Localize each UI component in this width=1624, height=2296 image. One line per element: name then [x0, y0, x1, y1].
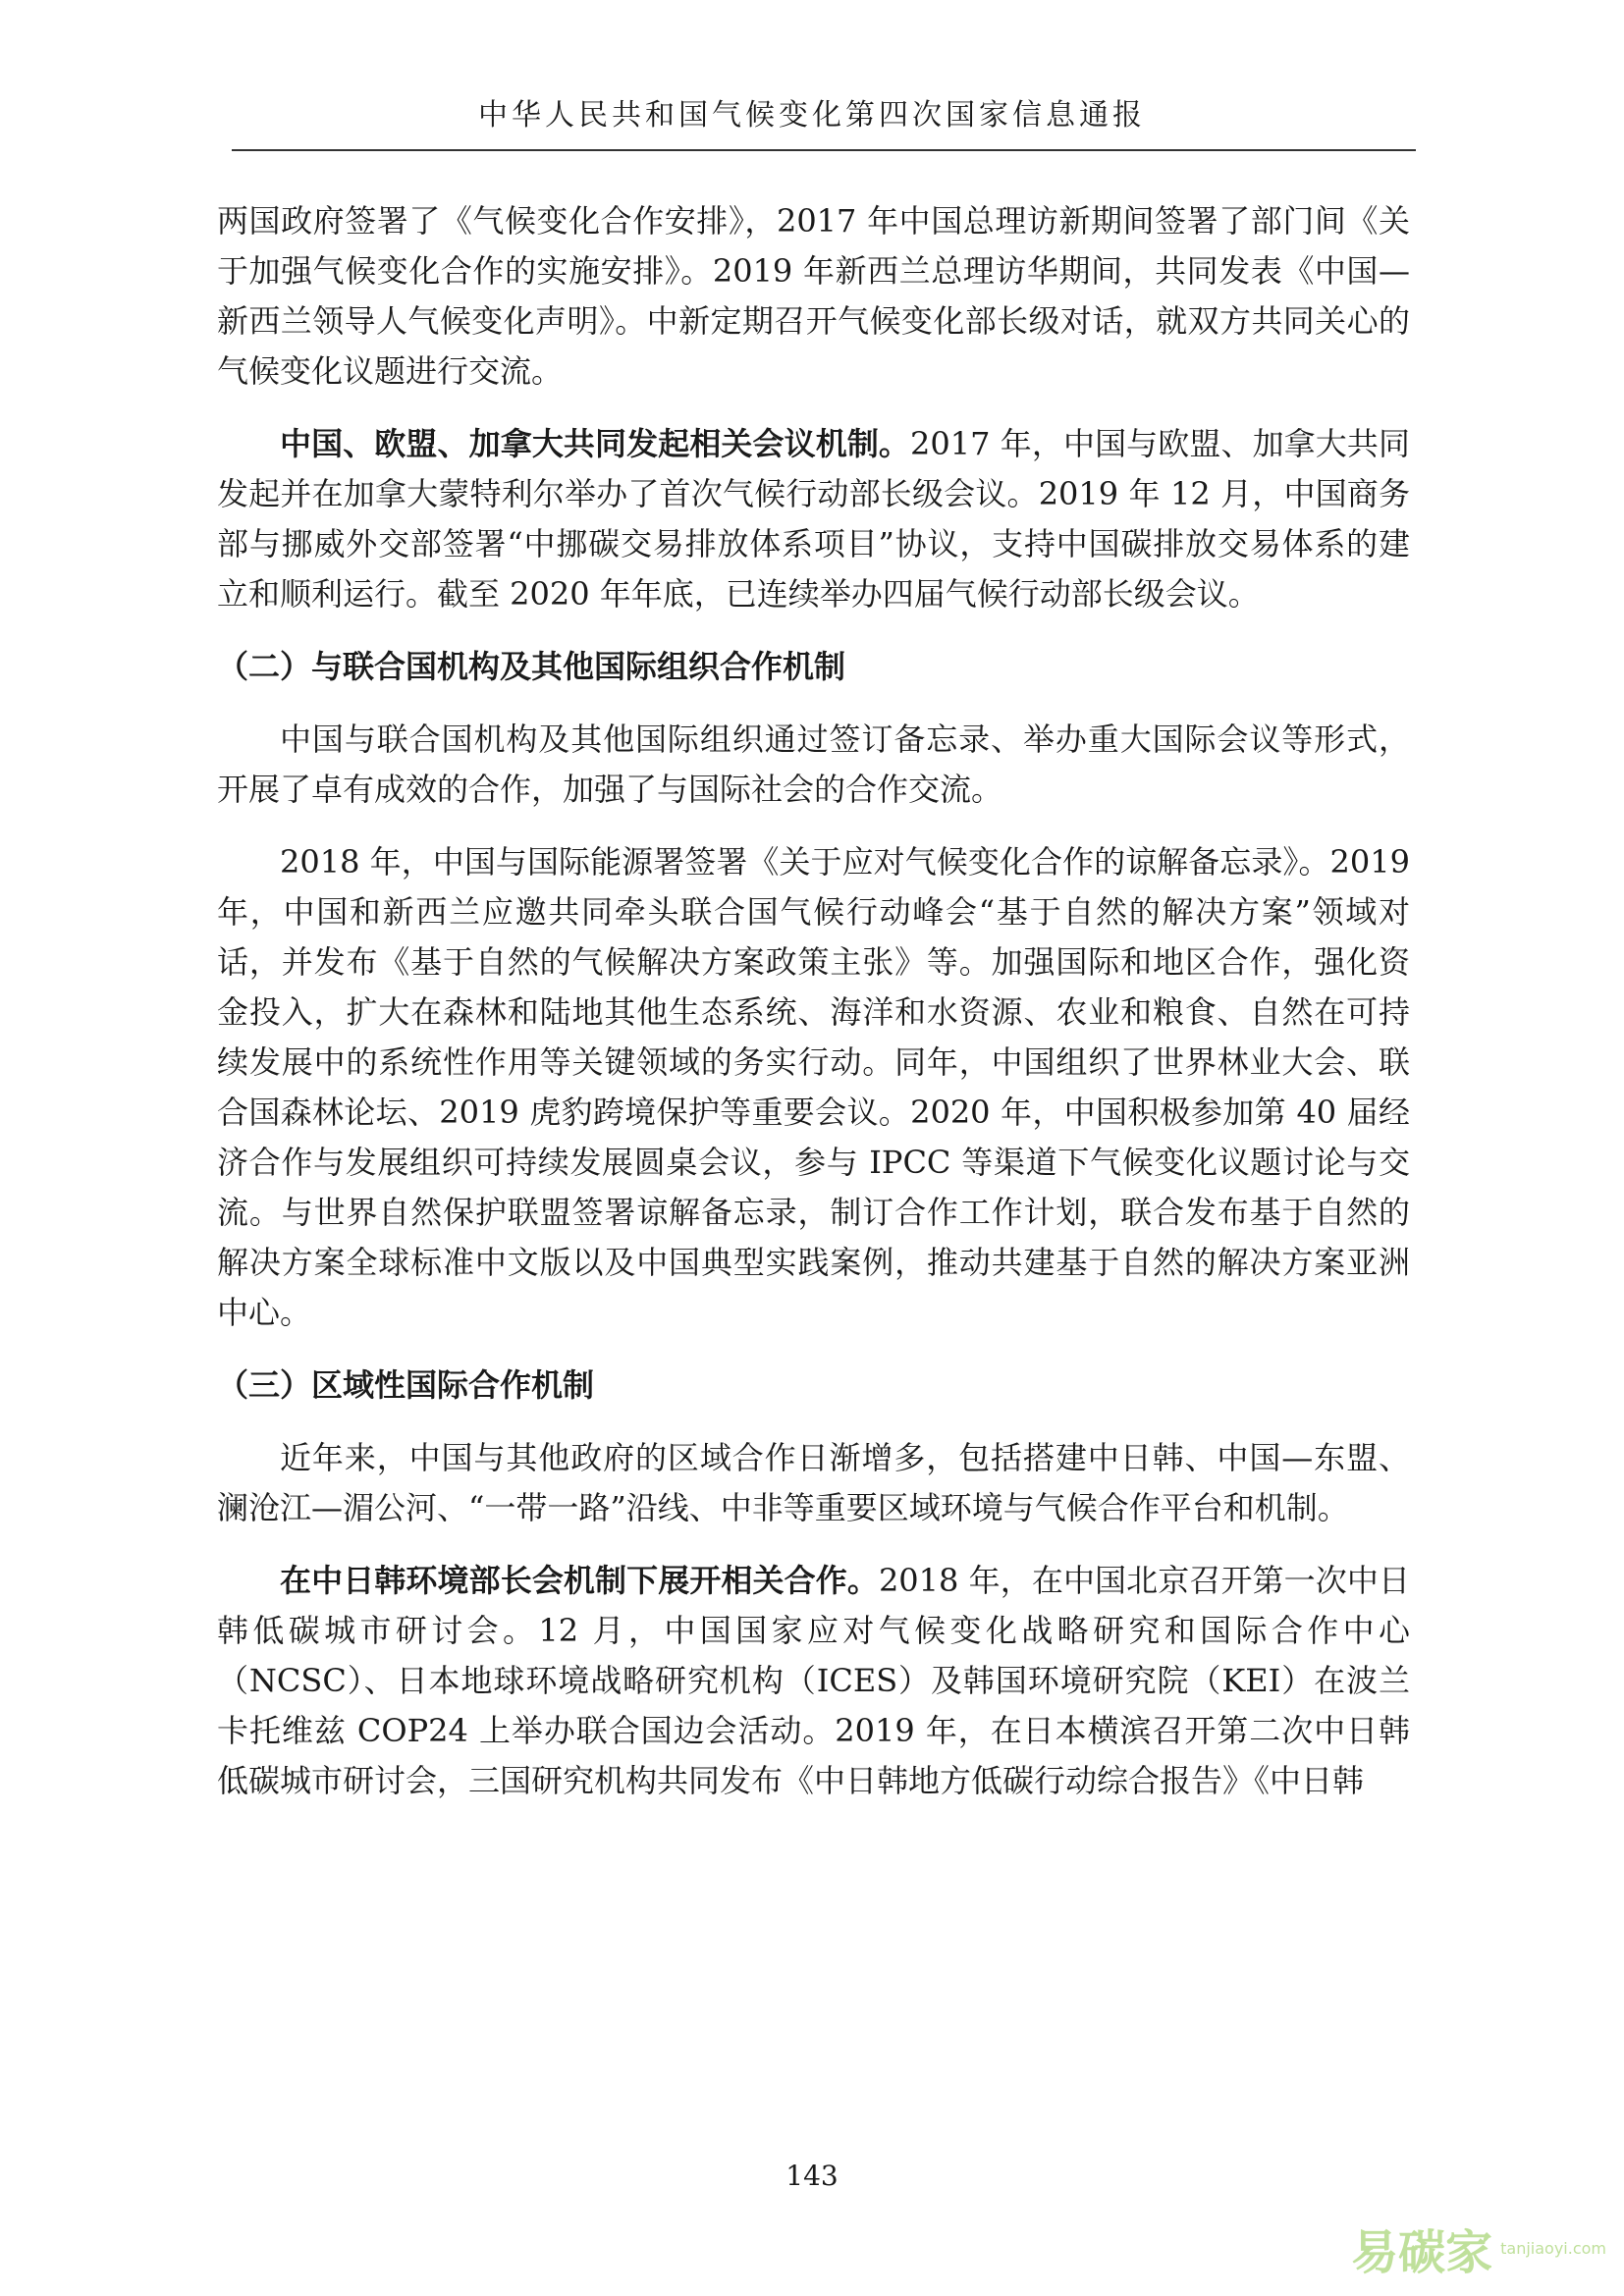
running-header: 中华人民共和国气候变化第四次国家信息通报	[478, 98, 1146, 133]
paragraph	[217, 419, 1410, 619]
paragraph-text: 2018 年，在中国北京召开第一次中日韩低碳城市研讨会。12 月，中国国家应对气候变化战略研究和国际合作中心（NCSC）、日本地球环境战略研究机构（ICES）及韩国环境研究院（KEI）在波兰卡托维兹 COP24 上举办联合国边会活动。2019 年，在日本横滨召开第二次中日韩低碳城市研讨会，三国研究机构共同发布《中日韩地方低碳行动综合报告》《中日韩	[217, 1562, 1410, 1799]
paragraph	[217, 196, 1410, 397]
paragraph-text: 两国政府签署了《气候变化合作安排》，2017 年中国总理访新期间签署了部门间《关于加强气候变化合作的实施安排》。2019 年新西兰总理访华期间，共同发表《中国—新西兰领导人气候变化声明》。中新定期召开气候变化部长级对话，就双方共同关心的气候变化议题进行交流。	[217, 202, 1410, 390]
watermark-domain: tanjiaoyi.com	[1500, 2239, 1606, 2258]
watermark-logo	[1351, 2215, 1606, 2282]
page-number: 143	[785, 2160, 839, 2192]
paragraph	[217, 1556, 1410, 1806]
paragraph: 中国与联合国机构及其他国际组织通过签订备忘录、举办重大国际会议等形式，开展了卓有成效的合作，加强了与国际社会的合作交流。	[217, 721, 1410, 808]
paragraph: 2018 年，中国与国际能源署签署《关于应对气候变化合作的谅解备忘录》。2019 年，中国和新西兰应邀共同牵头联合国气候行动峰会“基于自然的解决方案”领域对话，并发布《基于自然的气候解决方案政策主张》等。加强国际和地区合作，强化资金投入，扩大在森林和陆地其他生态系统、海洋和水资源、农业和粮食、自然在可持续发展中的系统性作用等关键领域的务实行动。同年，中国组织了世界林业大会、联合国森林论坛、2019 虎豹跨境保护等重要会议。2020 年，中国积极参加第 40 届经济合作与发展组织可持续发展圆桌会议，参与 IPCC 等渠道下气候变化议题讨论与交流。与世界自然保护联盟签署谅解备忘录，制订合作工作计划，联合发布基于自然的解决方案全球标准中文版以及中国典型实践案例，推动共建基于自然的解决方案亚洲中心。	[217, 843, 1410, 1331]
paragraph-lead: 在中日韩环境部长会机制下展开相关合作。	[280, 1562, 879, 1599]
section-heading: （二）与联合国机构及其他国际组织合作机制	[217, 648, 846, 685]
paragraph-text: 2017 年，中国与欧盟、加拿大共同发起并在加拿大蒙特利尔举办了首次气候行动部长级会议。2019 年 12 月，中国商务部与挪威外交部签署“中挪碳交易排放体系项目”协议，支持中国碳排放交易体系的建立和顺利运行。截至 2020 年年底，已连续举办四届气候行动部长级会议。	[217, 425, 1410, 613]
paragraph: 近年来，中国与其他政府的区域合作日渐增多，包括搭建中日韩、中国—东盟、澜沧江—湄公河、“一带一路”沿线、中非等重要区域环境与气候合作平台和机制。	[217, 1439, 1410, 1526]
body-text	[217, 196, 1410, 1829]
header-rule	[232, 149, 1416, 151]
watermark-text: 易碳家	[1351, 2225, 1493, 2280]
section-heading: （三）区域性国际合作机制	[217, 1366, 595, 1404]
paragraph-lead: 中国、欧盟、加拿大共同发起相关会议机制。	[280, 425, 911, 462]
